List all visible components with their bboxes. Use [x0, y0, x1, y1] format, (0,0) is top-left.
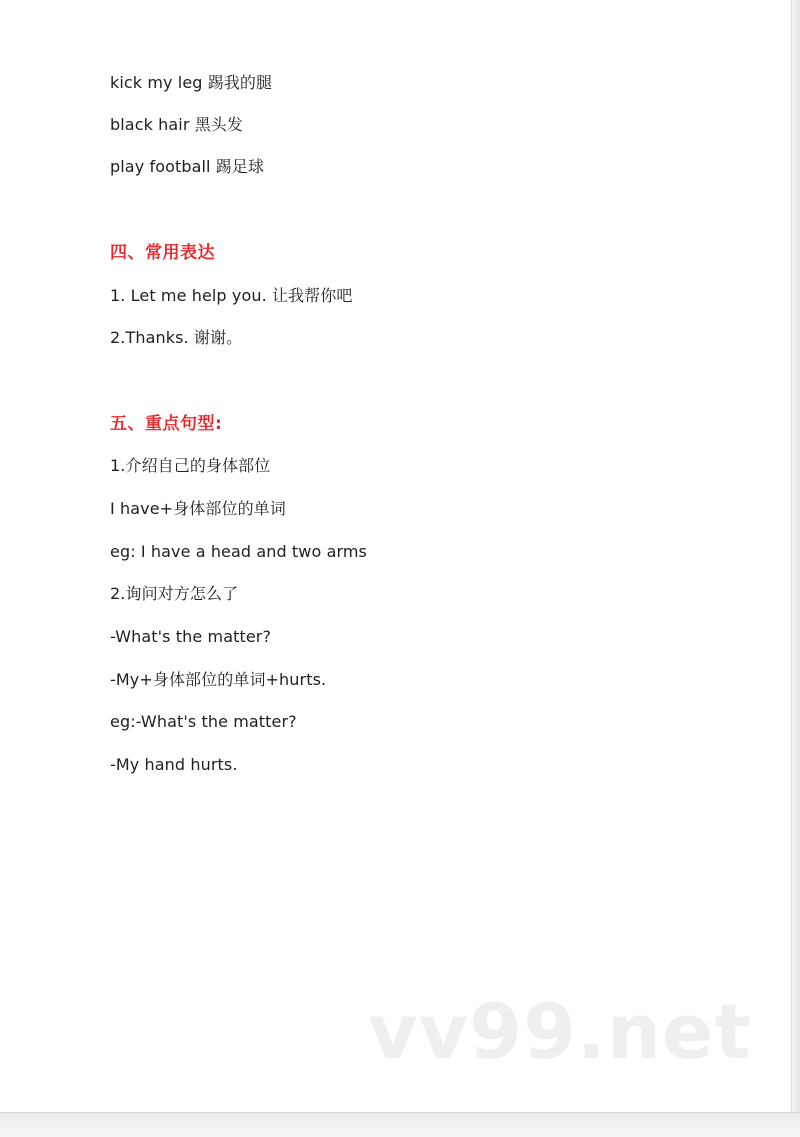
- sentence-line-5: -What's the matter?: [110, 627, 272, 646]
- section-4-heading: 四、常用表达: [110, 243, 215, 263]
- expression-line-1: 1. Let me help you. 让我帮你吧: [110, 286, 353, 305]
- sentence-line-8: -My hand hurts.: [110, 755, 238, 774]
- sentence-line-3: eg: I have a head and two arms: [110, 542, 367, 561]
- sentence-line-1: 1.介绍自己的身体部位: [110, 456, 271, 475]
- sentence-line-4: 2.询问对方怎么了: [110, 584, 239, 603]
- expression-line-2: 2.Thanks. 谢谢。: [110, 328, 243, 347]
- watermark: vv99.net: [368, 987, 752, 1076]
- page-edge-right: [791, 0, 800, 1137]
- vocab-line-kick-my-leg: kick my leg 踢我的腿: [110, 73, 273, 92]
- section-5-heading: 五、重点句型:: [110, 414, 223, 434]
- sentence-line-6: -My+身体部位的单词+hurts.: [110, 670, 327, 689]
- page-edge-bottom: [0, 1112, 800, 1137]
- vocab-line-black-hair: black hair 黑头发: [110, 115, 244, 134]
- sentence-line-7: eg:-What's the matter?: [110, 712, 297, 731]
- vocab-line-play-football: play football 踢足球: [110, 157, 265, 176]
- sentence-line-2: I have+身体部位的单词: [110, 499, 286, 518]
